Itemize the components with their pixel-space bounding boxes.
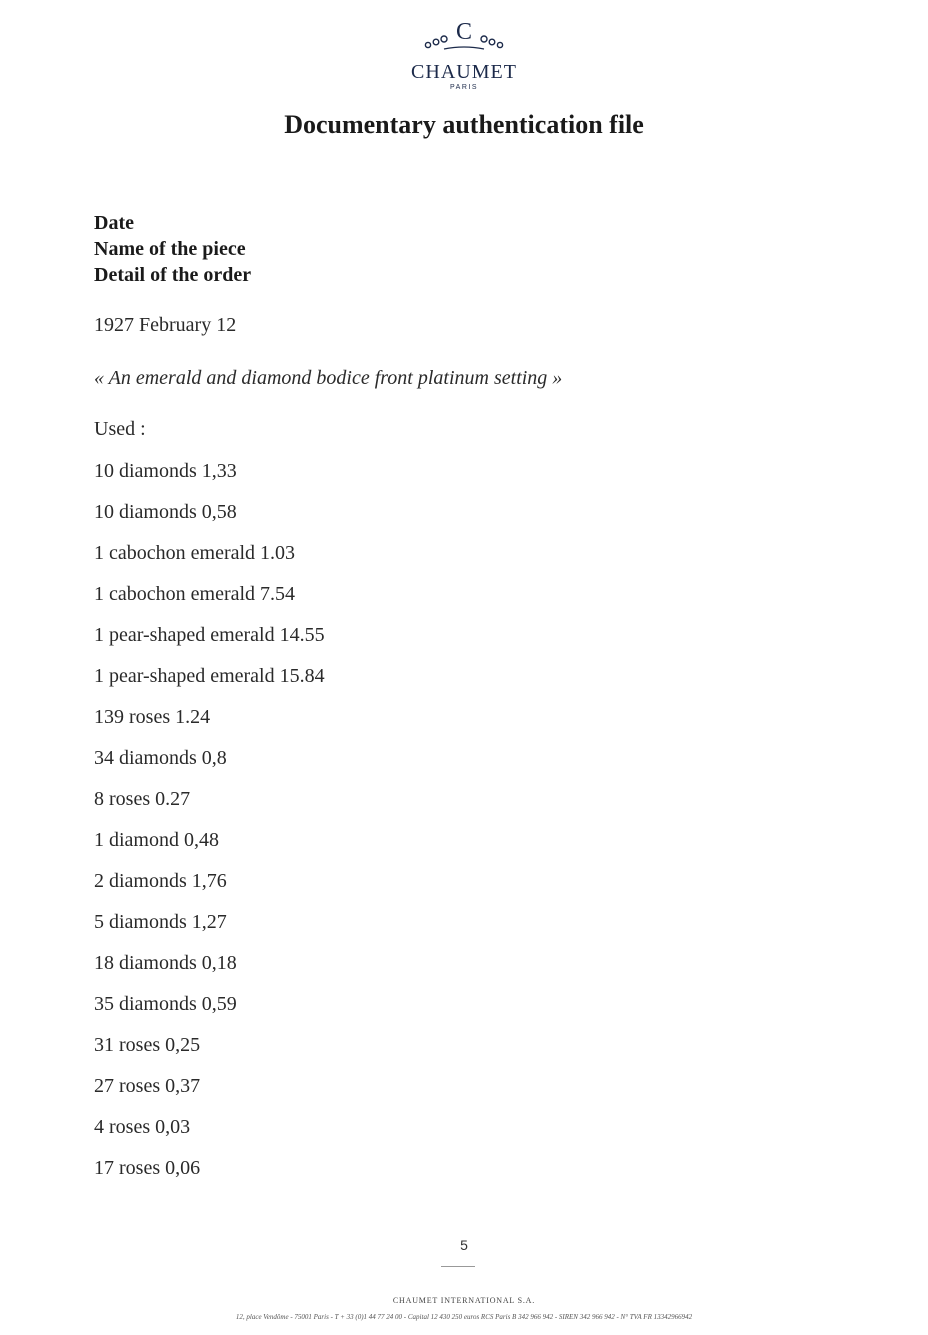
chaumet-crown-icon <box>414 18 514 56</box>
footer-address: 12, place Vendôme - 75001 Paris - T + 33 (0)1 44 77 24 00 - Capital 12 430 250 euros RCS Paris B 342 966 942 - SIREN 342 966 942 - N° TVA FR 13342966942 <box>235 1313 693 1321</box>
stones-list <box>94 459 325 1197</box>
list-item: 1 cabochon emerald 7.54 <box>94 583 296 605</box>
date-label: Date <box>94 212 134 234</box>
used-label: Used : <box>94 418 146 440</box>
list-item: 18 diamonds 0,18 <box>94 952 237 974</box>
list-item: 31 roses 0,25 <box>94 1034 201 1056</box>
list-item: 27 roses 0,37 <box>94 1075 201 1097</box>
list-item: 10 diamonds 1,33 <box>94 460 237 482</box>
list-item: 1 pear-shaped emerald 14.55 <box>94 624 325 646</box>
field-labels <box>94 210 251 288</box>
list-item: 34 diamonds 0,8 <box>94 747 227 769</box>
footer-company: CHAUMET INTERNATIONAL S.A. <box>392 1296 536 1305</box>
list-item: 1 pear-shaped emerald 15.84 <box>94 665 325 687</box>
brand-city: PARIS <box>450 84 478 91</box>
list-item: 5 diamonds 1,27 <box>94 911 227 933</box>
piece-name: « An emerald and diamond bodice front platinum setting » <box>94 367 563 389</box>
brand-name: CHAUMET <box>411 61 517 83</box>
document-title: Documentary authentication file <box>284 110 644 139</box>
piece-name-label: Name of the piece <box>94 238 246 260</box>
list-item: 35 diamonds 0,59 <box>94 993 237 1015</box>
list-item: 4 roses 0,03 <box>94 1116 191 1138</box>
svg-text:C: C <box>455 19 473 45</box>
order-date: 1927 February 12 <box>94 314 237 336</box>
chaumet-logo <box>0 18 928 56</box>
list-item: 8 roses 0.27 <box>94 788 191 810</box>
list-item: 1 cabochon emerald 1.03 <box>94 542 296 564</box>
list-item: 139 roses 1.24 <box>94 706 211 728</box>
page-number: 5 <box>460 1237 468 1253</box>
list-item: 2 diamonds 1,76 <box>94 870 227 892</box>
order-detail-label: Detail of the order <box>94 264 252 286</box>
list-item: 10 diamonds 0,58 <box>94 501 237 523</box>
page-number-rule <box>441 1266 475 1267</box>
list-item: 1 diamond 0,48 <box>94 829 219 851</box>
list-item: 17 roses 0,06 <box>94 1157 201 1179</box>
